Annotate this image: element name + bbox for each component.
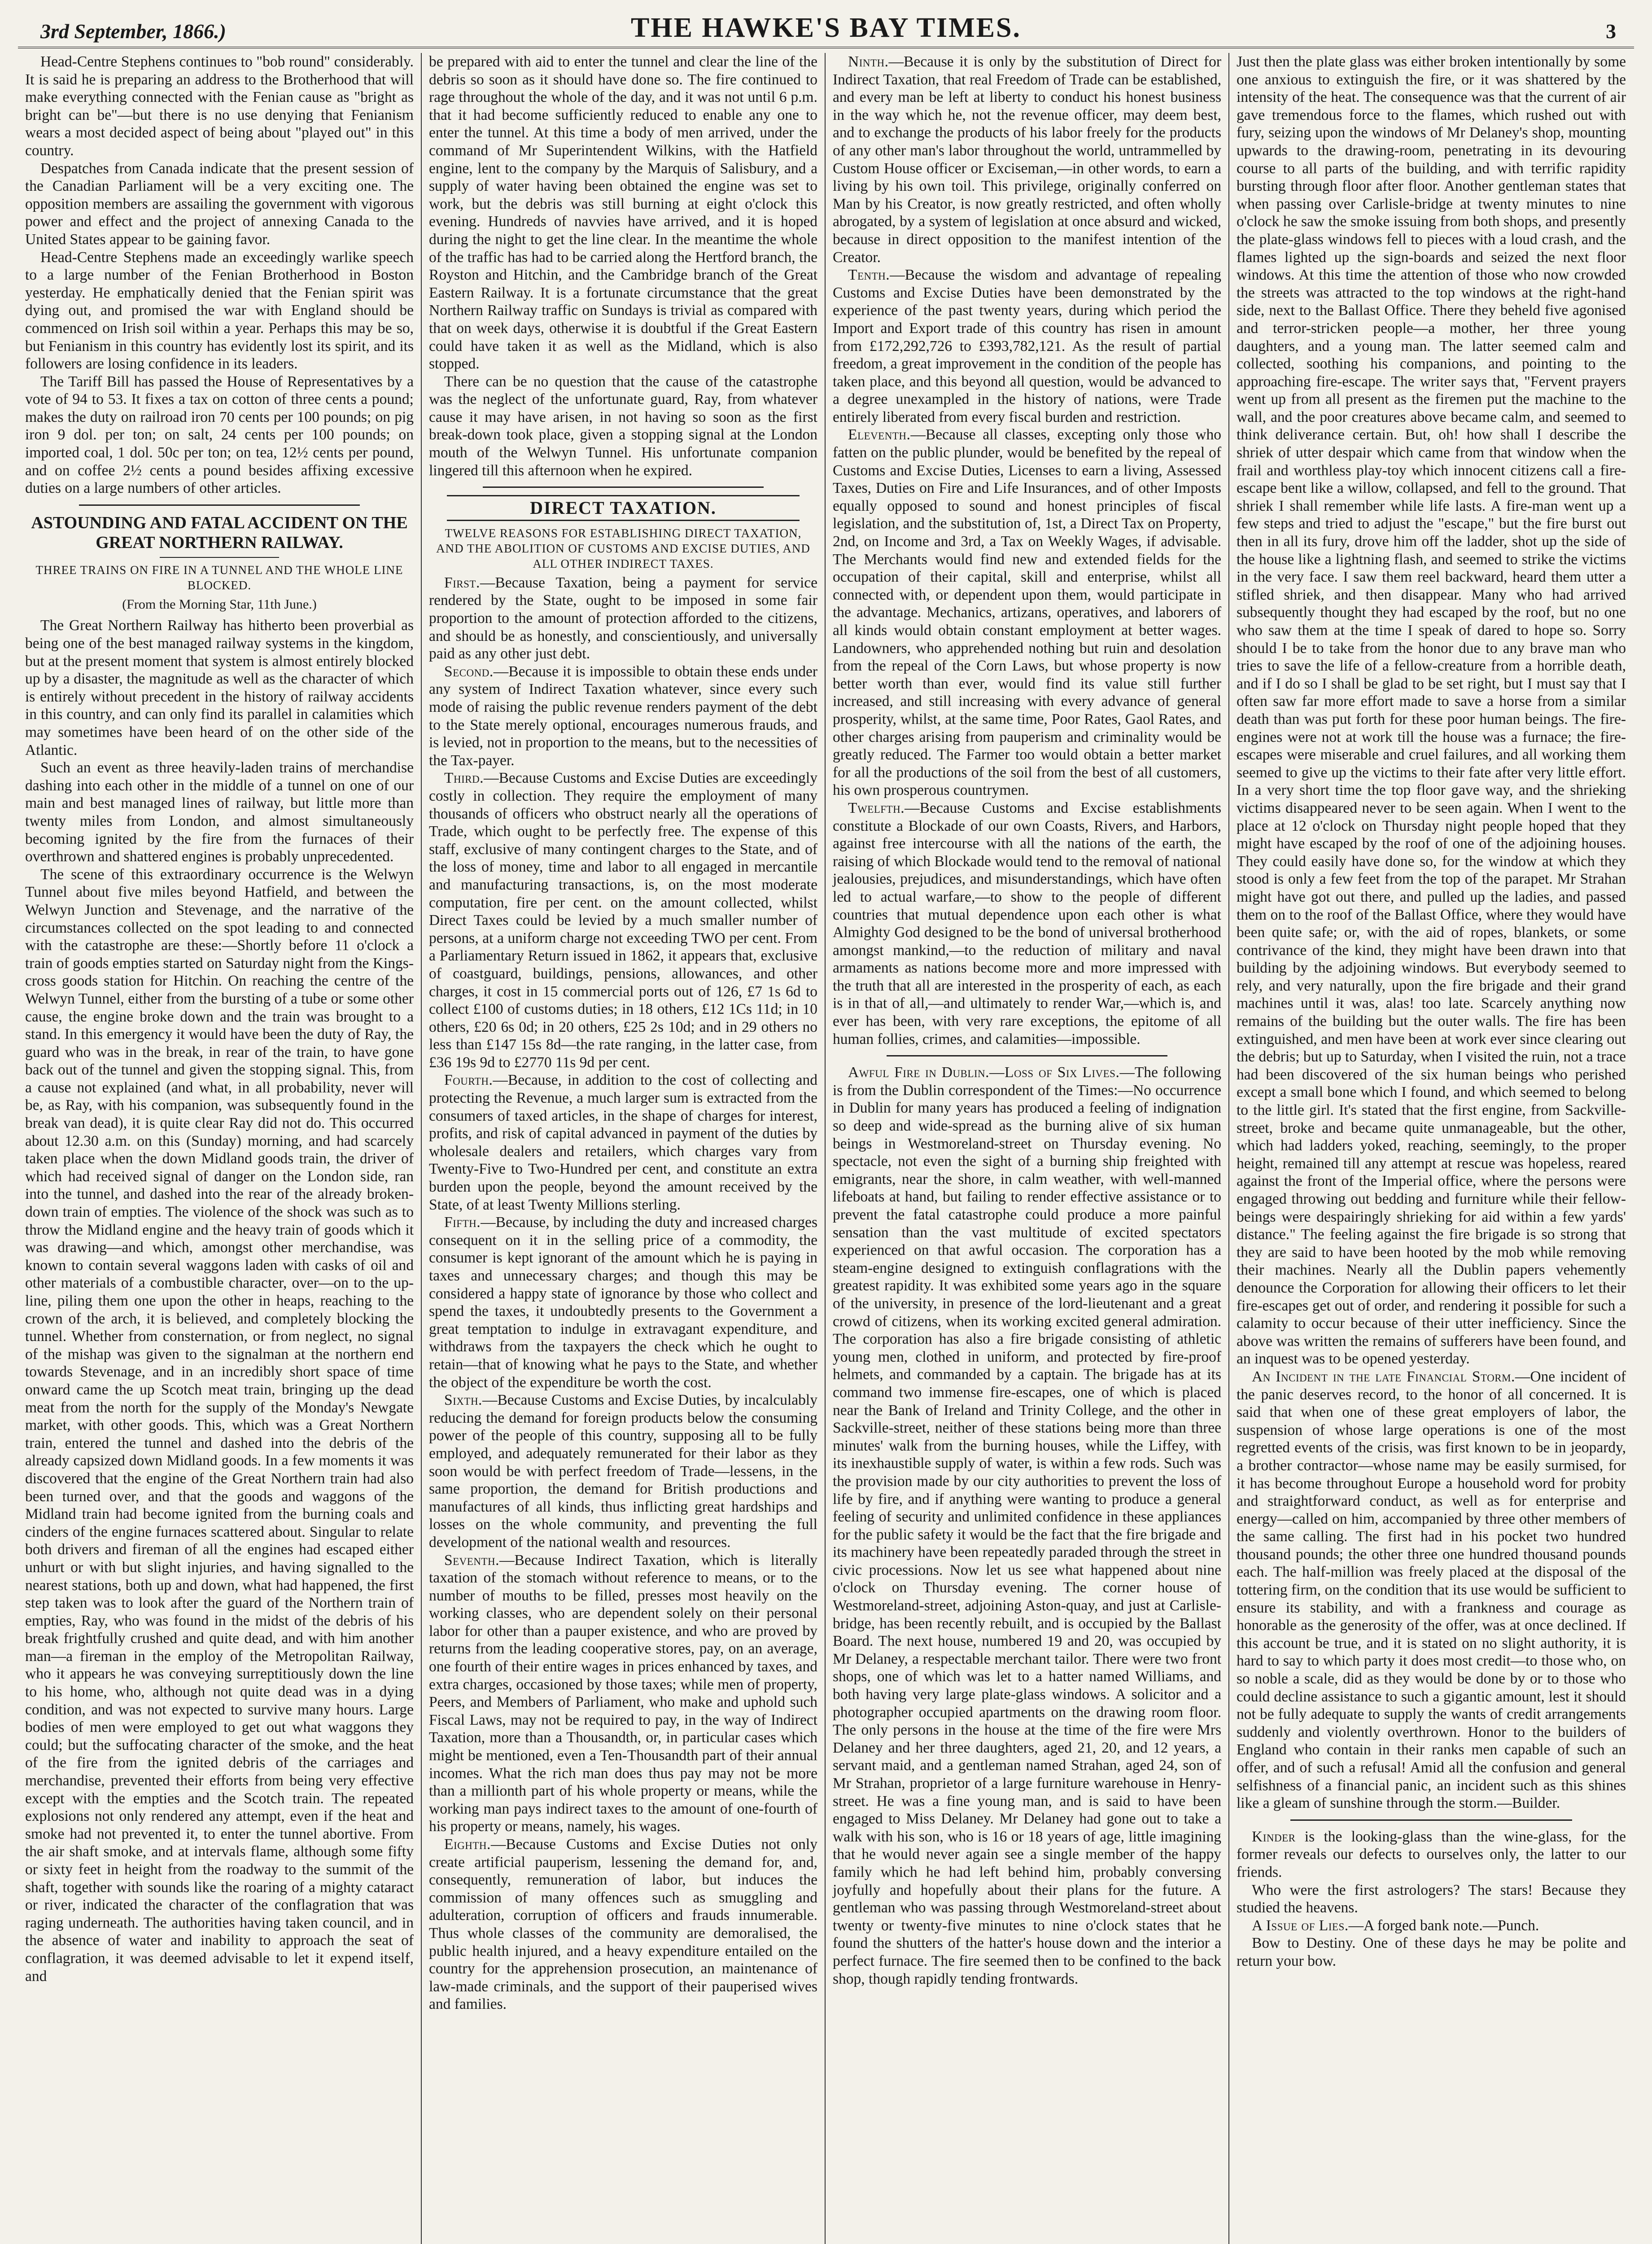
column-2: [422, 53, 826, 2244]
reason-label: Sixth.: [444, 1392, 482, 1409]
reason-text: —Because the wisdom and advantage of repealing Customs and Excise Duties have been demonstrated by the experience of the past twenty years, during which period the Import and Export trade of this country has risen in amount from £172,292,726 to £393,782,121. As the result of partial freedom, a great improvement in the condition of the people has taken place, and this beyond all question, would be advanced to a degree unexampled in the history of nations, were Trade entirely liberated from every fiscal burden and restriction.: [833, 267, 1221, 425]
paragraph: Such an event as three heavily-laden trains of merchandise dashing into each other in the middle of a tunnel on one of our main and best managed lines of railway, but little more than twenty miles from London, and almost simultaneously becoming ignited by the fire from the furnaces of their overthrown and shattered engines is probably unprecedented.: [25, 759, 414, 865]
issue-date: 3rd September, 1866.): [40, 20, 226, 43]
item-text: —A forged bank note.—Punch.: [1348, 1917, 1539, 1934]
reason-label: Tenth.: [848, 267, 890, 284]
reason-text: —Because it is only by the substitution of Direct for Indirect Taxation, that real Freedom of Trade can be established, and every man be left at liberty to conduct his honest business in the way which he, not the revenue officer, may deem best, and to exchange the products of his labor freely for the products of any other man's labor throughout the world, untrammelled by Custom House officer or Exciseman,—in other words, to earn a living by his own toil. This privilege, originally conferred on Man by his Creator, is now greatly restricted, and often wholly abrogated, by a system of legislation at once absurd and wicked, because in direct opposition to the manifest intention of the Creator.: [833, 53, 1221, 266]
reason-text: —Because, in addition to the cost of collecting and protecting the Revenue, a much larger sum is extracted from the consumers of taxed articles, in the shape of charges for interest, profits, and risk of capital advanced in payment of the duties by wholesale dealers and retailers, which charges vary from Twenty-Five to Two-Hundred per cent, and constitute an extra burden upon the people, beyond the amount received by the State, of at least Twenty Millions sterling.: [429, 1072, 817, 1213]
reason-label: Eighth.: [444, 1836, 491, 1853]
reason-label: Seventh.: [444, 1552, 499, 1569]
paragraph: The scene of this extraordinary occurrence is the Welwyn Tunnel about five miles beyond Hatfield, and between the Welwyn Junction and Stevenage, and the narrative of the circumstances collected on the spot leading to and connected with the catastrophe are these:—Shortly before 11 o'clock a train of goods empties started on Saturday night from the Kings-cross goods station for Hitchin. On reaching the centre of the Welwyn Tunnel, either from the bursting of a tube or some other cause, the engine broke down and the train was brought to a stand. In this emergency it would have been the duty of Ray, the guard who was in the break, in rear of the train, to have gone back out of the tunnel and given the stopping signal. This, from a cause not explained (and what, in all probability, never will be, as Ray, with his companion, was subsequently found in the break van dead), it is quite clear Ray did not do. This occurred about 12.30 a.m. on this (Sunday) morning, and had scarcely taken place when the down Midland goods train, the driver of which had received signal of danger on the London side, ran into the tunnel, and dashed into the rear of the already broken-down train of empties. The violence of the shock was such as to throw the Midland engine and the heavy train of goods which it was drawing—and which, amongst other merchandise, was known to contain several waggons laden with casks of oil and other materials of a combustible character, over—on to the up-line, piling them one upon the other in heaps, reaching to the crown of the arch, it is believed, and completely blocking the tunnel. Whether from consternation, or from neglect, no signal of the mishap was given to the signalman at the northern end towards Stevenage, and in an incredibly short space of time onward came the up Scotch meat train, bringing up the dead meat from the north for the supply of the Monday's Newgate market, with other goods. This, which was a Great Northern train, entered the tunnel and dashed into the debris of the already capsized down Midland goods. In a few moments it was discovered that the engine of the Great Northern train had also been turned over, and that the goods and waggons of the Midland train had become ignited from the burning coals and cinders of the engine furnaces scattered about. Singular to relate both drivers and fireman of all the engines had escaped either unhurt or with but slight injuries, and having signalled to the nearest stations, both up and down, what had happened, the first step taken was to look after the guard of the Northern train of empties, Ray, who was found in the midst of the debris of his break frightfully crushed and quite dead, and with him another man—a fireman in the employ of the Metropolitan Railway, who it appears he was conveying surreptitiously down the line to his home, who, although not quite dead was in a dying condition, and was not expected to survive many hours. Large bodies of men were employed to get out what waggons they could; but the suffocating character of the smoke, and the heat of the fire from the ignited debris of the carriages and merchandise, prevented their efforts from being very effective except with the empties and the Scotch train. The repeated explosions not only rendered any attempt, even if the heat and smoke had not prevented it, to enter the tunnel abortive. From the air shaft smoke, and at intervals flame, although some fifty or sixty feet in height from the roadway to the summit of the shaft, together with sounds like the roaring of a mighty cataract or river, indicated the character of the conflagration that was raging underneath. The authorities having taken council, and in the absence of water and inability to approach the seat of conflagration, it was deemed advisable to let it expend itself, and: [25, 866, 414, 1985]
reason-text: —Because Customs and Excise establishments constitute a Blockade of our own Coasts, Rivers, and Harbors, against free intercourse with all the nations of the earth, the raising of which Blockade would tend to the removal of national jealousies, prejudices, and misunderstandings, which have often led to actual warfare,—to show to the people of different countries that mutual dependence upon each other is what Almighty God designed to be the bond of universal brotherhood amongst mankind,—to the reduction of military and naval armaments as nations become more and more impressed with the truth that all are interested in the prosperity of each, as each is in that of all,—and ultimately to render War,—which is, and ever has been, with very rare exceptions, the epitome of all human follies, crimes, and calamities—impossible.: [833, 799, 1221, 1047]
paragraph: [429, 769, 817, 1071]
reason-label: Third.: [444, 770, 484, 787]
item-heading: A Issue of Lies.: [1252, 1917, 1349, 1934]
reason-text: —Because Taxation, being a payment for service rendered by the State, ought to be imposed in some fair proportion to the amount of protection afforded to the citizens, and should be as honestly, and conscientiously, and universally paid as any other just debt.: [429, 574, 817, 662]
divider: [160, 557, 279, 558]
reason-text: —Because all classes, excepting only those who fatten on the public plunder, would be benefited by the repeal of Customs and Excise Duties, Licenses to earn a living, Assessed Taxes, Duties on Fire and Life Insurances, and of other Imposts equally opposed to sound and honest principles of fiscal legislation, and the substitution of, 1st, a Direct Tax on Property, 2nd, on Income and 3rd, a Tax on Weekly Wages, if advisable. The Merchants would find new and extended fields for the occupation of their capital, skill and enterprise, whilst all connected with, or dependent upon them, would participate in the advantage. Mechanics, artizans, operatives, and laborers of all kinds would obtain constant employment at better wages. Landowners, who apprehended nothing but ruin and desolation from the repeal of the Corn Laws, but whose property is now better worth than ever, would find its value still further increased, and still increasing with every advance of general prosperity, whilst, at the same time, Poor Rates, Gaol Rates, and other charges arising from pauperism and criminality would be greatly reduced. The Farmer too would obtain a better market for all the productions of the soil from the best of all customers, his own prosperous countrymen.: [833, 426, 1221, 799]
reason-text: —Because Indirect Taxation, which is literally taxation of the stomach without reference to means, or to the number of mouths to be filled, presses most heavily on the working classes, who are dependent solely on their personal labor for other than a pauper existence, and who are proved by returns from the leading cooperative stores, pay, on an average, one fourth of their entire wages in prices enhanced by taxes, and extra charges, occasioned by those taxes; while men of property, Peers, and Members of Parliament, who make and uphold such Fiscal Laws, may not be required to pay, in the way of Indirect Taxation, more than a Thousandth, or, in particular cases which might be mentioned, even a Ten-Thousandth part of their annual incomes. What the rich man does thus pay may not be more than a millionth part of his whole property or means, while the working man pays indirect taxes to the amount of one-fourth of his property or means, namely, his wages.: [429, 1552, 817, 1835]
paragraph: [1237, 1828, 1626, 1881]
paragraph: Head-Centre Stephens made an exceedingly warlike speech to a large number of the Fenian Brotherhood in Boston yesterday. He emphatically denied that the Fenian spirit was dying out, and promised the war with England should be commenced on Irish soil within a year. Perhaps this may be so, but Fenianism in this country has evidently lost its spirit, and its followers are losing confidence in its leaders.: [25, 249, 414, 373]
newspaper-title: THE HAWKE'S BAY TIMES.: [631, 13, 1021, 43]
item-text: —The following is from the Dublin correspondent of the Times:—No occurrence in Dublin for many years has produced a feeling of indignation so deep and wide-spread as the burning alive of six human beings in Westmoreland-street on Thursday evening. No spectacle, not even the sight of a burning ship freighted with emigrants, near the shore, in calm weather, with well-manned lifeboats at hand, but failing to render effective assistance or to prevent the fatal catastrophe could produce a more painful sensation than the vast multitude of excited spectators experienced on that awful occasion. The corporation has a steam-engine designed to extinguish conflagrations with the greatest rapidity. It was exhibited some years ago in the square of the university, in presence of the lord-lieutenant and a great crowd of citizens, when its working excited general admiration. The corporation has also a fire brigade consisting of athletic young men, clothed in uniform, and protected by fire-proof helmets, and commanded by a captain. The brigade has at its command two immense fire-escapes, one of which is placed near the Bank of Ireland and Trinity College, and the other in Sackville-street, neither of these stations being more than three minutes' walk from the burning houses, while the Liffey, with its inexhaustible supply of water, is within a few rods. Such was the provision made by our city authorities to prevent the loss of life by fire, and if anything were wanting to produce a general feeling of security and unlimited confidence in these appliances for the public safety it would be the fact that the fire brigade and its machinery have been repeatedly paraded through the street in civic processions. Now let us see what happened about nine o'clock on Thursday evening. The corner house of Westmoreland-street, adjoining Aston-quay, and just at Carlisle-bridge, has been recently rebuilt, and is occupied by the Ballast Board. The next house, numbered 19 and 20, was occupied by Mr Delaney, a respectable merchant tailor. There were two front shops, one of which was let to a hatter named Williams, and both having very large plate-glass windows. A solicitor and a photographer occupied apartments on the drawing room floor. The only persons in the house at the time of the fire were Mrs Delaney and her three daughters, aged 21, 20, and 12 years, a servant maid, and a gentleman named Strahan, aged 24, son of Mr Strahan, proprietor of a large furniture warehouse in Henry-street. He was a fine young man, and is said to have been engaged to Miss Delaney. Mr Delaney had gone out to take a walk with his son, who is 16 or 18 years of age, little imagining that he would never again see a single member of the happy family which he had left behind him, probably conversing joyfully and hopefully about their plans for the future. A gentleman who was passing through Westmoreland-street about twenty or twenty-five minutes to nine o'clock states that he found the shutters of the hatter's house down and the interior a perfect furnace. The fire seemed then to be confined to the back shop, though rapidly tending frontwards.: [833, 1064, 1221, 1987]
reason-text: —Because it is impossible to obtain these ends under any system of Indirect Taxation whatever, since every such mode of raising the public revenue renders payment of the debt to the State merely optional, encourages numerous frauds, and is levied, not in proportion to the means, but to the necessities of the Tax-payer.: [429, 663, 817, 769]
column-3: [826, 53, 1229, 2244]
item-heading: An Incident in the late Financial Storm.: [1252, 1368, 1515, 1385]
paragraph: [429, 1552, 817, 1836]
paragraph: [1237, 1368, 1626, 1812]
item-text: —One incident of the panic deserves record, to the honor of all concerned. It is said that when one of these great employers of labor, the suspension of whose large operations is one of the most regretted events of the crisis, was first known to be in jeopardy, a brother contractor—whose name may be easily surmised, for it has become throughout Europe a household word for probity and straightforward conduct, as well as for enterprise and energy—called on him, accompanied by three other members of the same calling. The first had in his pocket two hundred thousand pounds; the other three one hundred thousand pounds each. The half-million was freely placed at the disposal of the tottering firm, on the condition that its use would be sufficient to ensure its stability, and with a frankness and courage as honorable as the generosity of the offer, was at once declined. If this account be true, and it is stated on no slight authority, it is hard to say to which party it does most credit—to those who, on so noble a scale, did as they would be done by or to those who could decline assistance to such a gigantic amount, lest it should not be fully adequate to supply the wants of credit arrangements suddenly and violently overthrown. Honor to the builders of England who contain in their ranks men capable of such an offer, and of such a refusal! Amid all the confusion and general selfishness of a financial panic, an incident such as this shines like a gleam of sunshine through the storm.—Builder.: [1237, 1368, 1626, 1812]
paragraph: [429, 1071, 817, 1214]
reason-text: —Because, by including the duty and increased charges consequent on it in the selling price of a commodity, the consumer is kept ignorant of the amount which he is paying in taxes and unnecessary charges; and though this may be considered a happy state of ignorance by those who collect and spend the taxes, it undoubtedly presents to the Government a great temptation to indulge in extravagant expenditure, and withdraws from the taxpayers the check which he ought to retain—that of knowing what he pays to the State, and whether the object of the expenditure be worth the cost.: [429, 1214, 817, 1391]
columns: [18, 53, 1634, 2244]
paragraph: Head-Centre Stephens continues to "bob round" considerably. It is said he is preparing an address to the Brotherhood that will make everything connected with the Fenian cause as "bright as bright can be"—but there is no use denying that Fenianism wears a most decided aspect of being about "played out" in this country.: [25, 53, 414, 159]
paragraph: [833, 426, 1221, 799]
paragraph: [833, 799, 1221, 1048]
paragraph: [429, 1214, 817, 1391]
reason-text: —Because Customs and Excise Duties, by incalculably reducing the demand for foreign products below the consuming power of the people of this country, supposing all to be fully employed, and adequately remunerated for their labor as they soon would be with perfect freedom of Trade—lessens, in the same proportion, the demand for British productions and manufactures of all kinds, thus inflicting great hardships and losses on the whole community, and preventing the full development of the national wealth and resources.: [429, 1392, 817, 1551]
masthead: [18, 6, 1634, 48]
section-subheading: TWELVE REASONS FOR ESTABLISHING DIRECT TAXATION, AND THE ABOLITION OF CUSTOMS AND EXCISE DUTIES, AND ALL OTHER INDIRECT TAXES.: [436, 526, 810, 570]
paragraph: [833, 1064, 1221, 1988]
divider: [483, 486, 764, 488]
paragraph: [833, 266, 1221, 426]
reason-label: Eleventh.: [848, 426, 911, 443]
reason-label: Fourth.: [444, 1072, 493, 1089]
reason-label: Fifth.: [444, 1214, 481, 1231]
reason-label: Ninth.: [848, 53, 889, 70]
column-4: [1229, 53, 1633, 2244]
paragraph: [429, 1836, 817, 2013]
paragraph: Who were the first astrologers? The stars! Because they studied the heavens.: [1237, 1881, 1626, 1916]
reason-label: Second.: [444, 663, 494, 680]
paragraph: be prepared with aid to enter the tunnel and clear the line of the debris so soon as it should have done so. The fire continued to rage throughout the whole of the day, and it was not until 6 p.m. that it had become sufficiently reduced to enable any one to enter the tunnel. At this time a body of men arrived, under the command of Mr Superintendent Wilkins, with the Hatfield engine, lent to the company by the Marquis of Salisbury, and a supply of water having been obtained the engine was set to work, but the debris was still burning at eight o'clock this evening. Hundreds of navvies have arrived, and it is hoped during the night to get the line clear. In the meantime the whole of the traffic has had to be carried along the Hertford branch, the Royston and Hitchin, and the Cambridge branch of the Great Eastern Railway. It is a fortunate circumstance that the great Northern Railway traffic on Sundays is trivial as compared with that on week days, otherwise it is doubtful if the Great Eastern could have taken it as well as the Midland, which is also stopped.: [429, 53, 817, 373]
paragraph: Despatches from Canada indicate that the present session of the Canadian Parliament will be a very exciting one. The opposition members are assailing the government with vigorous power and effect and the project of annexing Canada to the United States appear to be gaining favor.: [25, 160, 414, 248]
item-heading: Awful Fire in Dublin.—Loss of Six Lives.: [848, 1064, 1120, 1081]
paragraph: The Great Northern Railway has hitherto been proverbial as being one of the best managed railway systems in the kingdom, but at the present moment that system is almost entirely blocked up by a disaster, the magnitude as well as the character of which is entirely without precedent in the history of railway accidents in this country, and can only find its parallel in calamities which may sometimes have been heard of on the other side of the Atlantic.: [25, 617, 414, 758]
paragraph: Just then the plate glass was either broken intentionally by some one anxious to extinguish the fire, or it was shattered by the intensity of the heat. The consequence was that the current of air gave tremendous force to the flames, which rushed out with fury, seizing upon the windows of Mr Delaney's shop, mounting upwards to the drawing-room, penetrating in its devouring course to all parts of the building, and with terrific rapidity bursting through floor after floor. Another gentleman states that when passing over Carlisle-bridge at twenty minutes to nine o'clock he saw the smoke issuing from both shops, and presently the plate-glass windows fell to pieces with a loud crash, and the flames lighted up the sign-boards and seized the next floor windows. At this time the attention of those who now crowded the streets was attracted to the top windows at the right-hand side, next to the Ballast Office. There they beheld five agonised and terror-stricken people—a mother, her three young daughters, and a young man. The latter seemed calm and collected, soothing his companions, and pointing to the approaching fire-escape. The writer says that, "Fervent prayers went up from all present as the firemen put the machine to the wall, and the poor creatures above became calm, and seemed to think deliverance certain. But, oh! how shall I describe the shriek of utter despair which came from that window when the frail and worthless play-toy which innocent citizens call a fire-escape bent like a willow, collapsed, and fell to the ground. That shriek I shall remember while life lasts. A fire-man went up a few steps and tried to adjust the "escape," but the fire burst out then in all its fury, drove him off the ladder, shot up the side of the house like a lightning flash, and seemed to strike the victims in the very face. I saw them reel backward, heard them utter a stifled shriek, and then disappear. Many who had arrived subsequently thought they had escaped by the roof, but no one who saw them at the time I speak of dared to hope so. Sorry should I be to take from the honor due to any brave man who tries to save the life of a fellow-creature from a horrible death, and if I do so I shall be glad to be set right, but I must say that I often saw far more effort made to save a horse from a similar death than was put forth for these poor human beings. The fire-engines were not at work till the house was a furnace; the fire-escapes were miserable and cruel failures, and all working them seemed to give up the victims to their fate after very little effort. In a very short time the top floor gave way, and the shrieking victims disappeared never to be seen again. When I went to the place at 12 o'clock on Thursday night people hoped that they might have escaped by the roof of one of the adjoining houses. They could easily have done so, for the window at which they stood is only a few feet from the top of the parapet. Mr Strahan might have got out there, and pulled up the ladies, and passed them on to the roof of the Ballast Office, where they would have been quite safe; or, with the aid of ropes, blankets, or some contrivance of the kind, they might have been drawn into that building by the adjoining windows. But everybody seemed to rely, and very naturally, upon the fire brigade and their grand machines until it was, alas! too late. Scarcely anything now remains of the building but the outer walls. The fire has been extinguished, and men have been at work ever since clearing out the debris; but up to Saturday, when I visited the ruin, not a trace had been discovered of the six human beings who perished except a small bone which I found, and which seemed to belong to the little girl. It's stated that the first engine, from Sackville-street, broke and became quite unmanageable, but the other, which had ladders yoked, reaching, seemingly, to the proper height, remained till any attempt at rescue was hopeless, reared against the front of the Imperial office, where the persons were engaged throwing out bedding and furniture while their fellow-beings were despairingly shrieking for aid within a few yards' distance." The feeling against the fire brigade is so strong that they are said to have been hooted by the mob while removing their machines. Nearly all the Dublin papers vehemently denounce the Corporation for allowing their officers to let their fire-escapes get out of order, and rendering it possible for such a calamity to occur because of their utter inefficiency. Since the above was written the remains of sufferers have been found, and an inquest was to be opened yesterday.: [1237, 53, 1626, 1367]
divider: [79, 504, 360, 506]
paragraph: [833, 53, 1221, 266]
paragraph: There can be no question that the cause of the catastrophe was the neglect of the unfortunate guard, Ray, from whatever cause it may have arisen, in not having so soon as the first break-down took place, given a stopping signal at the London mouth of the Welwyn Tunnel. His unfortunate companion lingered till this afternoon when he expired.: [429, 373, 817, 479]
page-number: 3: [1606, 20, 1616, 43]
paragraph: Bow to Destiny. One of these days he may be polite and return your bow.: [1237, 1935, 1626, 1969]
reason-label: Twelfth.: [848, 799, 905, 816]
reason-text: —Because Customs and Excise Duties not only create artificial pauperism, lessening the demand for, and, consequently, remuneration of labor, but induces the commission of many offences such as smuggling and adulteration, corruption of officers and frauds innumerable. Thus whole classes of the community are demoralised, the public health injured, and a heavy expenditure entailed on the country for the apprehension prosecution, an maintenance of law-made criminals, and the support of their pauperised wives and families.: [429, 1836, 817, 2013]
paragraph: The Tariff Bill has passed the House of Representatives by a vote of 94 to 53. It fixes a tax on cotton of three cents a pound; makes the duty on railroad iron 70 cents per 100 pounds; on pig iron 9 dol. per ton; on salt, 24 cents per 100 pounds; on imported coal, 1 dol. 50c per ton; on tea, 12½ cents per pound, and on coffee 2½ cents a pound besides affixing excessive duties on a large numbers of other articles.: [25, 373, 414, 497]
divider: [1290, 1819, 1572, 1821]
article-heading: ASTOUNDING AND FATAL ACCIDENT ON THE GREAT NORTHERN RAILWAY.: [31, 513, 408, 552]
item-heading: Kinder: [1252, 1828, 1296, 1845]
item-text: is the looking-glass than the wine-glass, for the former reveals our defects to ourselves only, the latter to our friends.: [1237, 1828, 1626, 1880]
paragraph: [429, 663, 817, 770]
reason-label: First.: [444, 574, 480, 591]
article-source: (From the Morning Star, 11th June.): [122, 596, 317, 612]
paragraph: [429, 574, 817, 663]
column-1: [18, 53, 422, 2244]
reason-text: —Because Customs and Excise Duties are exceedingly costly in collection. They require the employment of many thousands of officers who obstruct nearly all the operations of Trade, which ought to be perfectly free. The expense of this staff, exclusive of many contingent charges to the State, and of the loss of money, time and labor to all engaged in mercantile and manufacturing transactions, is, on the most moderate computation, fire per cent. on the amount collected, whilst Direct Taxes could be levied by a much smaller number of persons, at a uniform charge not exceeding TWO per cent. From a Parliamentary Return issued in 1862, it appears that, exclusive of coastguard, buildings, pensions, allowances, and other charges, it cost in 15 commercial ports out of 126, £7 1s 6d to collect £100 of customs duties; in 18 others, £12 1Cs 11d; in 10 others, £20 6s 0d; in 20 others, £25 2s 10d; and in 29 others no less than £147 15s 8d—the rate ranging, in the latter case, from £36 19s 9d to £2770 11s 9d per cent.: [429, 770, 817, 1071]
divider: [887, 1055, 1167, 1056]
paragraph: [429, 1391, 817, 1551]
article-subheading: THREE TRAINS ON FIRE IN A TUNNEL AND THE WHOLE LINE BLOCKED.: [35, 563, 403, 592]
paragraph: [1237, 1917, 1626, 1935]
section-heading: DIRECT TAXATION.: [447, 495, 800, 521]
